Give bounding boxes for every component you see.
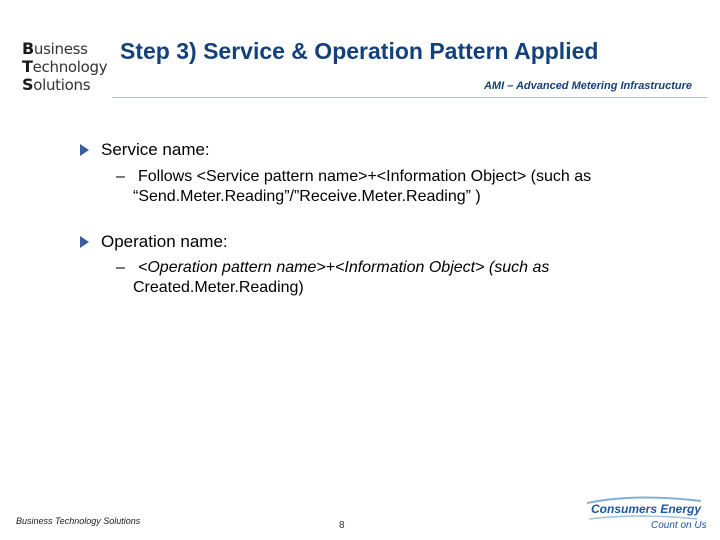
footer-org-name: Business Technology Solutions	[16, 516, 141, 526]
sub-bullet-text-cont: Created.Meter.Reading)	[133, 279, 304, 296]
dash-marker: –	[116, 259, 125, 276]
sub-bullet-service	[116, 167, 676, 207]
logo-word-technology: echnology	[32, 58, 108, 76]
bullet-label: Operation name:	[101, 232, 228, 251]
consumers-energy-logo	[585, 495, 707, 537]
bullet-service-name	[80, 140, 210, 160]
sub-bullet-text: <Operation pattern name>+<Information Object> (such as	[138, 259, 550, 276]
logo-cap-t: T	[22, 57, 33, 76]
triangle-bullet-icon	[80, 144, 89, 156]
logo-word-business: usiness	[33, 40, 88, 58]
slide-title: Step 3) Service & Operation Pattern Applied	[120, 38, 599, 64]
dash-marker: –	[116, 168, 125, 185]
logo-cap-b: B	[22, 39, 34, 58]
logo-cap-s: S	[22, 75, 34, 94]
business-technology-solutions-logo	[22, 40, 107, 94]
slide-subtitle: AMI – Advanced Metering Infrastructure	[483, 80, 692, 92]
logo-word-solutions: olutions	[33, 76, 91, 94]
title-divider	[112, 97, 708, 98]
bullet-label: Service name:	[101, 140, 210, 159]
sub-bullet-operation	[116, 258, 676, 298]
brand-tagline: Count on Us	[651, 520, 707, 531]
bullet-operation-name	[80, 232, 228, 252]
page-number: 8	[339, 520, 345, 531]
triangle-bullet-icon	[80, 236, 89, 248]
brand-name: Consumers Energy	[591, 502, 702, 516]
sub-bullet-text-cont: “Send.Meter.Reading”/”Receive.Meter.Reading” )	[133, 188, 481, 205]
sub-bullet-text: Follows <Service pattern name>+<Information Object> (such as	[138, 168, 592, 185]
